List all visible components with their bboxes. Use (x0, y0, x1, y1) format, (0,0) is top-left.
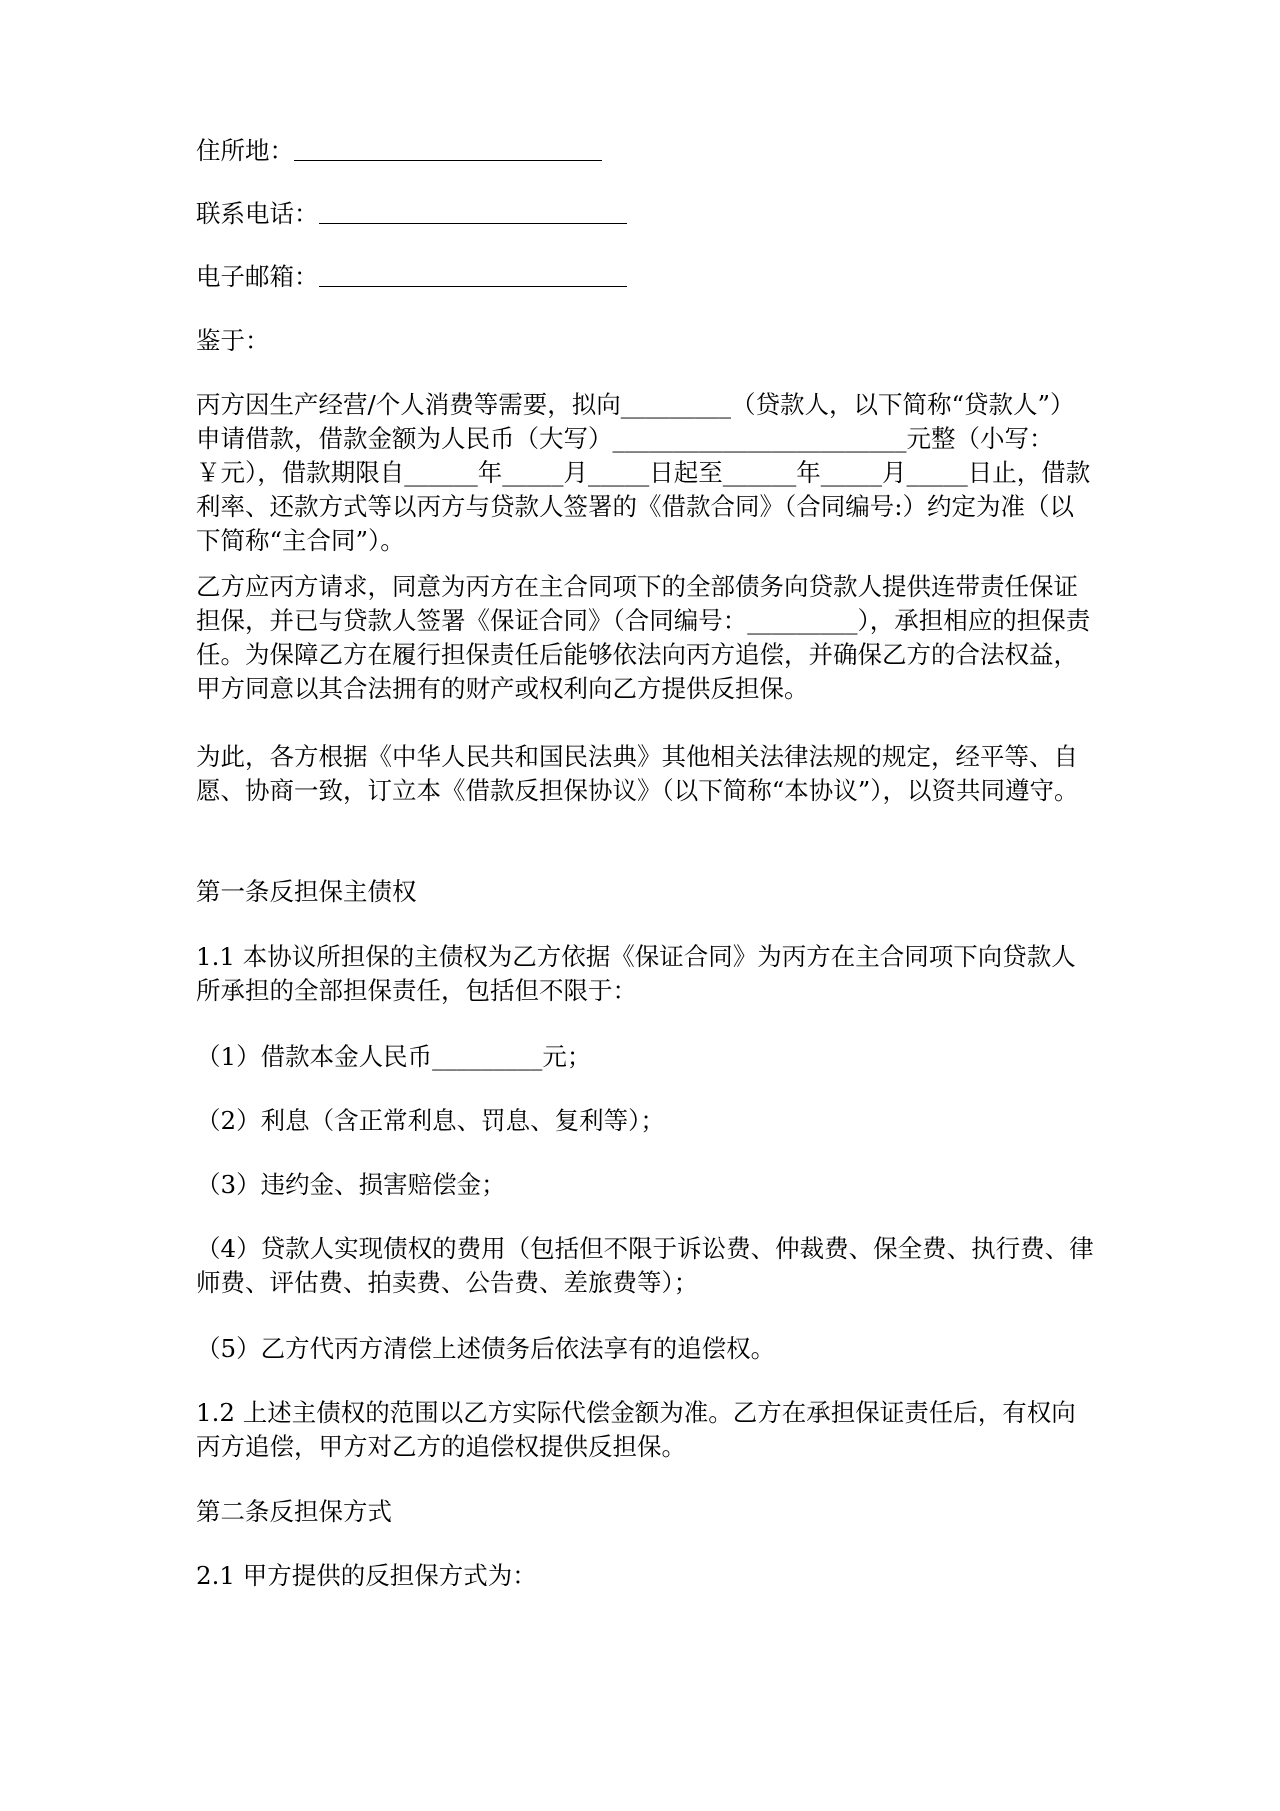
article-2-title: 第二条反担保方式 (196, 1497, 392, 1526)
list-item-1: （1）借款本金人民币_________元； (196, 1042, 592, 1071)
email-label: 电子邮箱： (196, 262, 319, 291)
email-field (196, 260, 627, 294)
list-item-4: （4）贷款人实现债权的费用（包括但不限于诉讼费、仲裁费、保全费、执行费、律师费、评估费、拍卖费、公告费、差旅费等）； (196, 1234, 1094, 1297)
phone-label: 联系电话： (196, 199, 319, 228)
paragraph-agreement-purpose: 为此，各方根据《中华人民共和国民法典》其他相关法律法规的规定，经平等、自愿、协商一致，订立本《借款反担保协议》（以下简称“本协议”），以资共同遵守。 (196, 742, 1079, 805)
address-label: 住所地： (196, 136, 294, 165)
email-blank[interactable] (319, 286, 627, 287)
phone-field (196, 197, 627, 231)
list-item-2: （2）利息（含正常利息、罚息、复利等）； (196, 1106, 665, 1135)
address-field (196, 134, 602, 168)
clause-1-2: 1.2 上述主债权的范围以乙方实际代偿金额为准。乙方在承担保证责任后，有权向丙方追偿，甲方对乙方的追偿权提供反担保。 (196, 1398, 1076, 1461)
list-item-5: （5）乙方代丙方清偿上述债务后依法享有的追偿权。 (196, 1334, 776, 1363)
paragraph-loan-background: 丙方因生产经营/个人消费等需要，拟向_________（贷款人，以下简称“贷款人”）申请借款，借款金额为人民币（大写）________________________元整（小写：￥元），借款期限自______年_____月_____日起至______年_____月_____日止，借款利率、还款方式等以丙方与贷款人签署的《借款合同》（合同编号:）约定为准（以下简称“主合同”）。 (196, 390, 1091, 555)
list-item-3: （3）违约金、损害赔偿金； (196, 1170, 506, 1199)
address-blank[interactable] (294, 160, 602, 161)
paragraph-guarantee-background: 乙方应丙方请求，同意为丙方在主合同项下的全部债务向贷款人提供连带责任保证担保，并已与贷款人签署《保证合同》（合同编号：_________），承担相应的担保责任。为保障乙方在履行担保责任后能够依法向丙方追偿，并确保乙方的合法权益，甲方同意以其合法拥有的财产或权利向乙方提供反担保。 (196, 572, 1091, 703)
whereas-heading: 鉴于： (196, 326, 270, 355)
phone-blank[interactable] (319, 223, 627, 224)
clause-1-1: 1.1 本协议所担保的主债权为乙方依据《保证合同》为丙方在主合同项下向贷款人所承担的全部担保责任，包括但不限于： (196, 942, 1076, 1005)
article-1-title: 第一条反担保主债权 (196, 877, 417, 906)
clause-2-1: 2.1 甲方提供的反担保方式为： (196, 1561, 537, 1590)
